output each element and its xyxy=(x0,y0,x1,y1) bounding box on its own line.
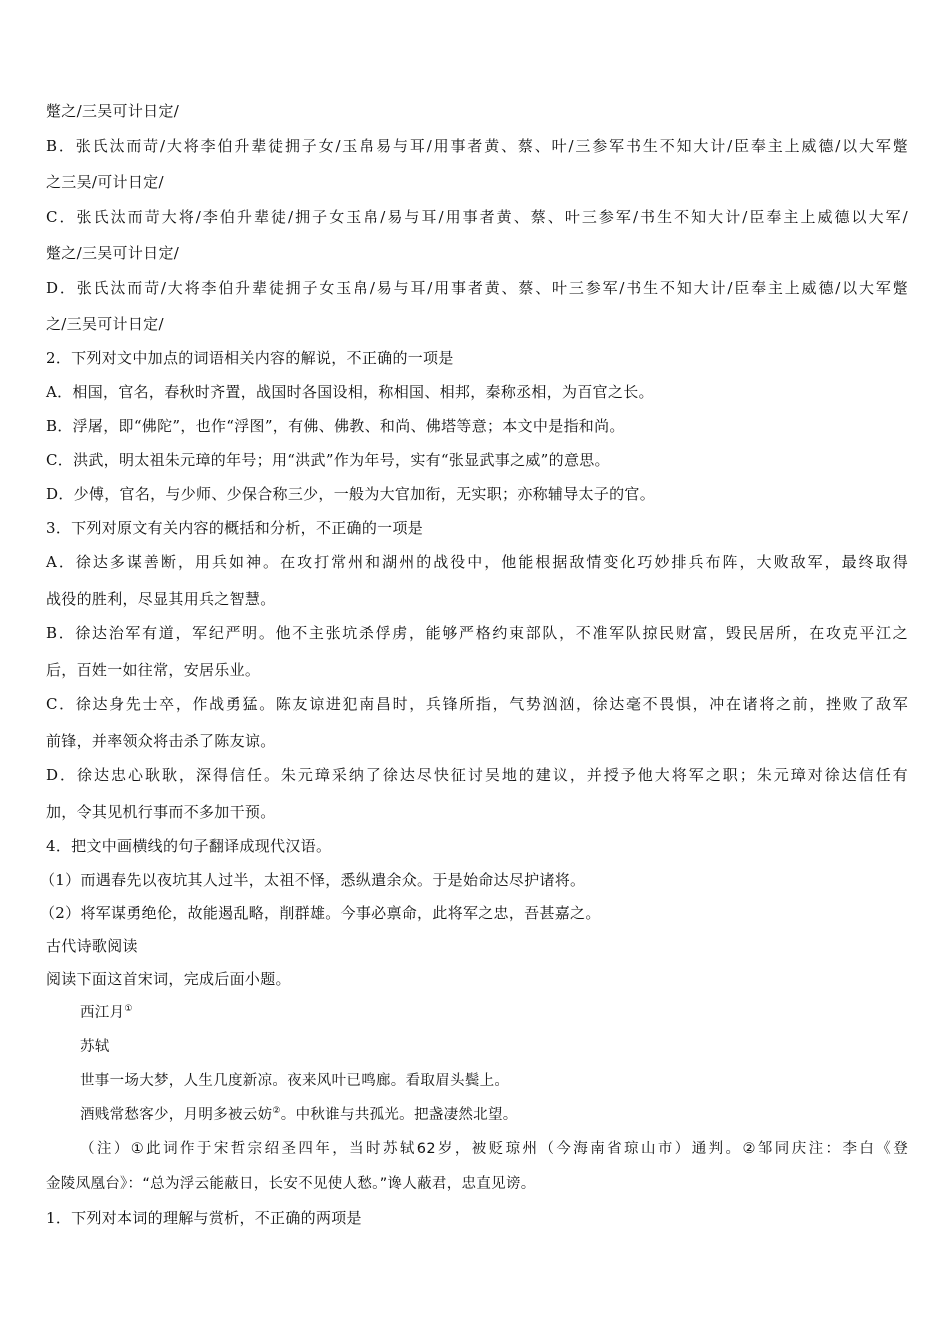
q1-option-d-line2: 之/三吴可计日定/ xyxy=(46,315,164,333)
q3-option-b-line2: 后，百姓一如往常，安居乐业。 xyxy=(46,661,261,679)
q2-option-c: C．洪武，明太祖朱元璋的年号；用“洪武”作为年号，实有“张显武事之威”的意思。 xyxy=(46,451,610,469)
q2-option-a: A．相国，官名，春秋时齐置，战国时各国设相，称相国、相邦，秦称丞相，为百官之长。 xyxy=(46,383,654,401)
q1-option-d-line1: D．张氏汰而苛/大将李伯升辈徒拥子女玉帛/易与耳/用事者黄、蔡、叶三参军/书生不知大计/臣奉主上威德/以大军蹩 xyxy=(46,279,908,297)
q3-option-d-line2: 加，令其见机行事而不多加干预。 xyxy=(46,803,276,821)
poem-line-2 xyxy=(80,1105,908,1125)
q2-stem: 2．下列对文中加点的词语相关内容的解说，不正确的一项是 xyxy=(46,349,454,367)
q3-option-b-line1: B．徐达治军有道，军纪严明。他不主张坑杀俘虏，能够严格约束部队，不准军队掠民财富，毁民居所，在攻克平江之 xyxy=(46,624,908,642)
q4-stem: 4．把文中画横线的句子翻译成现代汉语。 xyxy=(46,837,332,855)
q1-option-b-line2: 之三吴/可计日定/ xyxy=(46,173,164,191)
q2-option-b: B．浮屠，即“佛陀”，也作“浮图”，有佛、佛教、和尚、佛塔等意；本文中是指和尚。 xyxy=(46,417,625,435)
q1-option-c-line1: C．张氏汰而苛大将/李伯升辈徒/拥子女玉帛/易与耳/用事者黄、蔡、叶三参军/书生不知大计/臣奉主上威德以大军/ xyxy=(46,208,908,226)
poetry-q1-stem: 1．下列对本词的理解与赏析，不正确的两项是 xyxy=(46,1209,362,1227)
q3-option-d-line1: D．徐达忠心耿耿，深得信任。朱元璋采纳了徐达尽快征讨吴地的建议，并授予他大将军之职；朱元璋对徐达信任有 xyxy=(46,766,908,784)
q3-stem: 3．下列对原文有关内容的概括和分析，不正确的一项是 xyxy=(46,519,424,537)
q1-option-b-line1: B．张氏汰而苛/大将李伯升辈徒拥子女/玉帛易与耳/用事者黄、蔡、叶/三参军书生不知大计/臣奉主上威德/以大军蹩 xyxy=(46,137,908,155)
poem-line-1: 世事一场大梦，人生几度新凉。夜来风叶已鸣廊。看取眉头鬓上。 xyxy=(80,1073,510,1089)
q3-option-c-line2: 前锋，并率领众将击杀了陈友谅。 xyxy=(46,732,276,750)
poem-title-footnote-mark: ① xyxy=(124,1004,133,1015)
poem-note-line1: （注）①此词作于宋哲宗绍圣四年，当时苏轼62岁，被贬琼州（今海南省琼山市）通判。②邹同庆注：李白《登 xyxy=(80,1141,908,1157)
q3-option-a-line1: A．徐达多谋善断，用兵如神。在攻打常州和湖州的战役中，他能根据敌情变化巧妙排兵布阵，大败敌军，最终取得 xyxy=(46,553,908,571)
poem-line-2-footnote-mark: ② xyxy=(272,1106,281,1117)
poem-line-2-part-a: 酒贱常愁客少，月明多被云妨 xyxy=(80,1107,273,1123)
q4-sentence-1: （1）而遇春先以夜坑其人过半，太祖不怿，悉纵遣余众。于是始命达尽护诸将。 xyxy=(40,871,586,889)
q2-option-d: D．少傅，官名，与少师、少保合称三少，一般为大官加衔，无实职；亦称辅导太子的官。 xyxy=(46,485,656,503)
q3-option-a-line2: 战役的胜利，尽显其用兵之智慧。 xyxy=(46,590,276,608)
poem-note-line2: 金陵凤凰台》：“总为浮云能蔽日，长安不见使人愁。”谗人蔽君，忠直见谤。 xyxy=(46,1176,536,1192)
q4-sentence-2: （2）将军谋勇绝伦，故能遏乱略，削群雄。今事必禀命，此将军之忠，吾甚嘉之。 xyxy=(40,904,601,922)
q3-option-c-line1: C．徐达身先士卒，作战勇猛。陈友谅进犯南昌时，兵锋所指，气势汹汹，徐达毫不畏惧，冲在诸将之前，挫败了敌军 xyxy=(46,695,908,713)
poetry-intro: 阅读下面这首宋词，完成后面小题。 xyxy=(46,970,291,988)
poem-title xyxy=(80,1003,908,1023)
section-heading-poetry: 古代诗歌阅读 xyxy=(46,937,138,955)
q1-option-a-continuation: 蹩之/三吴可计日定/ xyxy=(46,102,180,120)
q1-option-c-line2: 蹩之/三吴可计日定/ xyxy=(46,244,180,262)
poem-line-2-part-b: 。中秋谁与共孤光。把盏凄然北望。 xyxy=(280,1107,518,1123)
poem-title-text: 西江月 xyxy=(80,1005,125,1021)
poem-author: 苏轼 xyxy=(80,1039,110,1055)
